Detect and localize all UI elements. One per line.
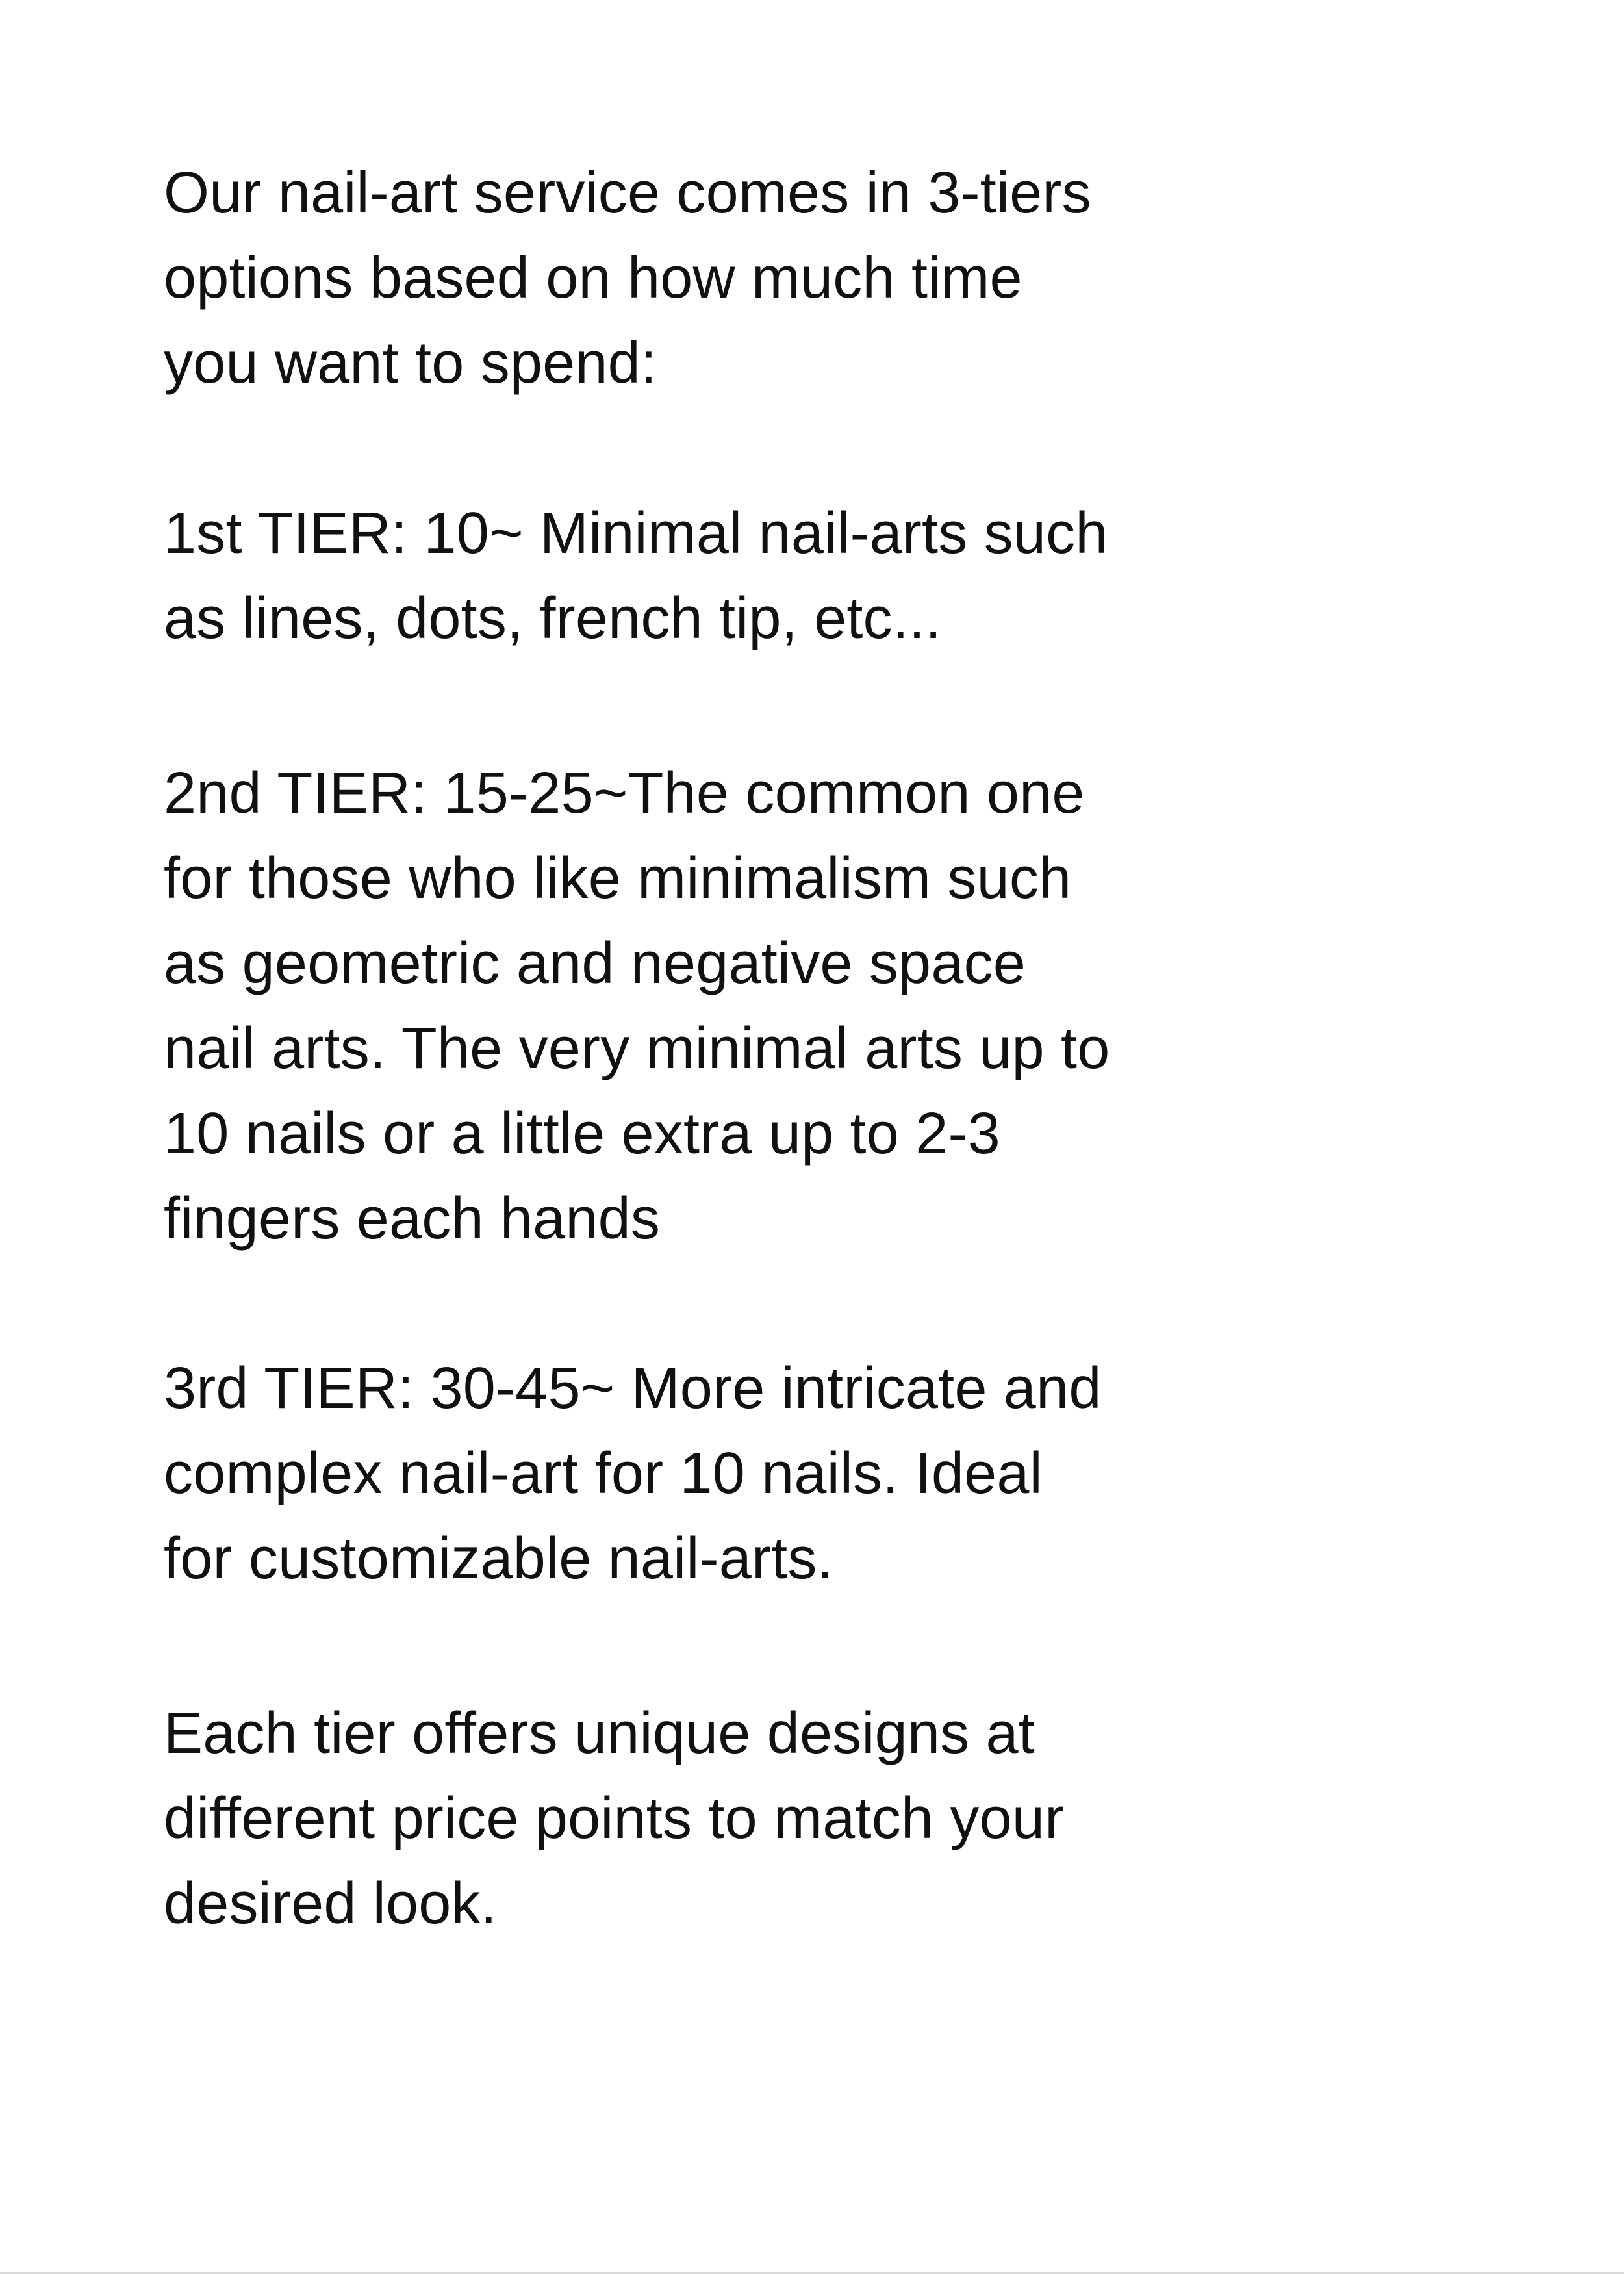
tier-1-paragraph	[164, 491, 1229, 661]
tier-1-line: 1st TIER: 10~ Minimal nail-arts such	[164, 501, 1108, 566]
intro-line: you want to spend:	[164, 331, 657, 396]
tier-3-line: complex nail-art for 10 nails. Ideal	[164, 1441, 1043, 1506]
tier-2-line: 2nd TIER: 15-25~The common one	[164, 761, 1085, 826]
closing-paragraph	[164, 1691, 1229, 1947]
tier-2-line: fingers each hands	[164, 1186, 661, 1251]
document-body	[164, 151, 1229, 1947]
intro-paragraph	[164, 151, 1229, 406]
tier-2-line: 10 nails or a little extra up to 2-3	[164, 1101, 1000, 1166]
closing-line: different price points to match your	[164, 1786, 1065, 1851]
intro-line: Our nail-art service comes in 3-tiers	[164, 160, 1091, 225]
tier-3-line: 3rd TIER: 30-45~ More intricate and	[164, 1356, 1102, 1421]
intro-line: options based on how much time	[164, 246, 1022, 311]
tier-2-line: as geometric and negative space	[164, 931, 1026, 996]
tier-1-line: as lines, dots, french tip, etc...	[164, 586, 942, 651]
tier-2-paragraph	[164, 751, 1229, 1262]
tier-2-line: nail arts. The very minimal arts up to	[164, 1016, 1110, 1081]
closing-line: Each tier offers unique designs at	[164, 1701, 1035, 1766]
closing-line: desired look.	[164, 1871, 497, 1936]
tier-3-paragraph	[164, 1346, 1229, 1602]
tier-3-line: for customizable nail-arts.	[164, 1526, 833, 1591]
tier-2-line: for those who like minimalism such	[164, 846, 1072, 911]
